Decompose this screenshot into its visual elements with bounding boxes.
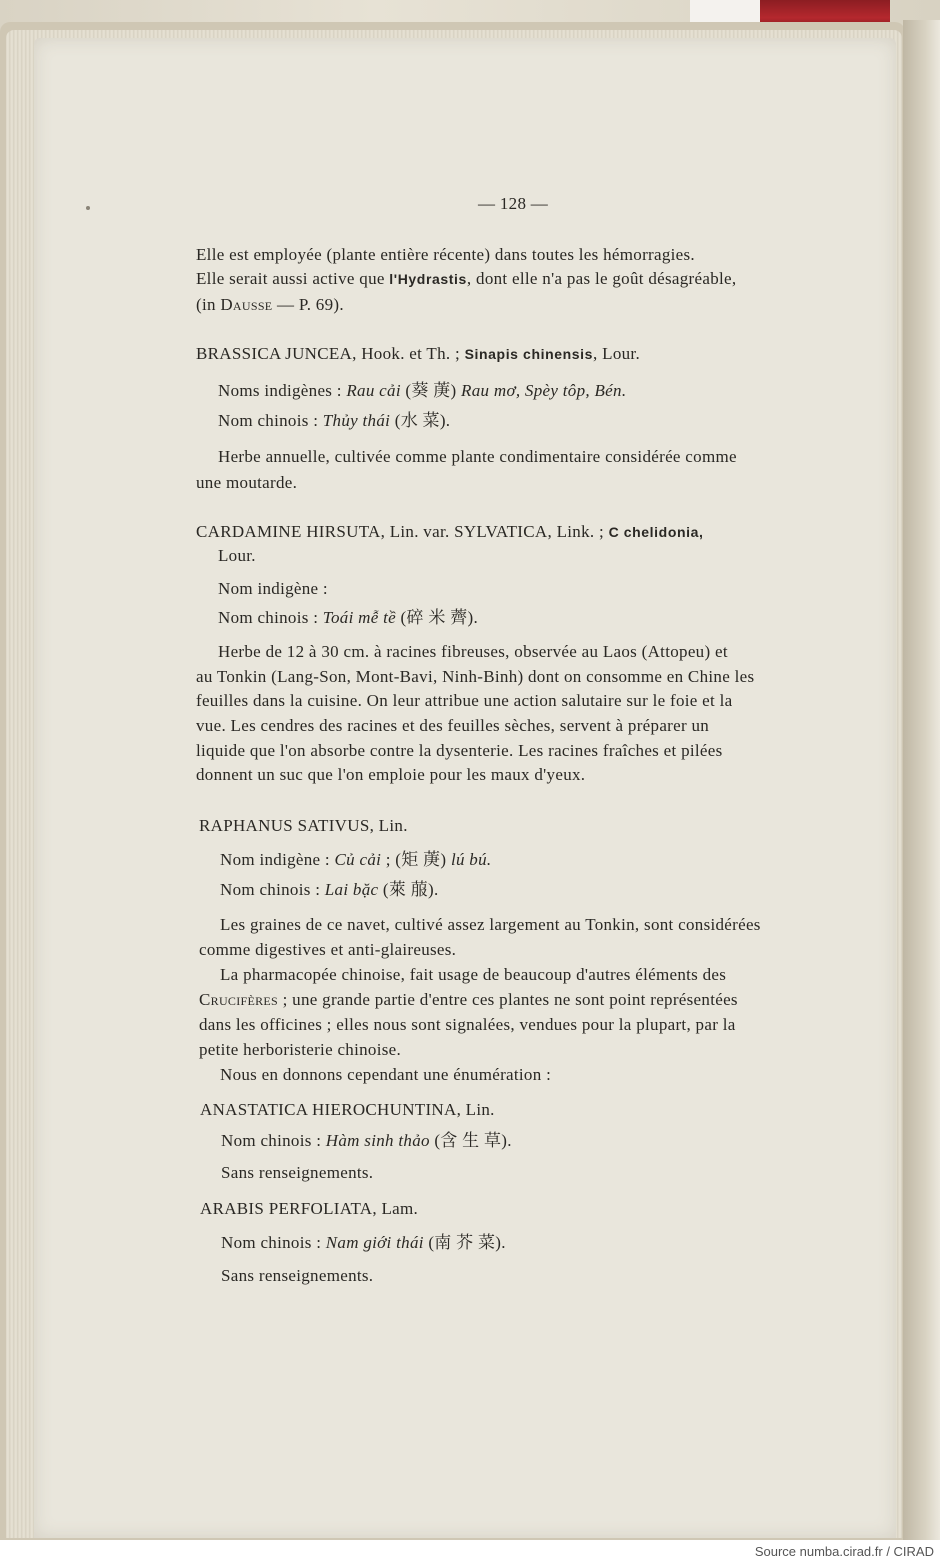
paragraph-line: dans les officines ; elles nous sont signalées, vendues pour la plupart, par la [199,1015,736,1034]
chinese-name: Nom chinois : Lai bặc (萊 菔). [220,880,439,899]
indigenous-names: Noms indigènes : Rau cải (葵 菮) Rau mơ, Spèy tôp, Bén. [218,381,627,400]
indigenous-names: Nom indigène : [218,579,328,598]
paragraph-line: Nous en donnons cependant une énumération : [220,1065,552,1084]
paragraph-line: Herbe de 12 à 30 cm. à racines fibreuses, observée au Laos (Attopeu) et [218,642,728,661]
note: Sans renseignements. [221,1163,374,1182]
paragraph-line: Herbe annuelle, cultivée comme plante condimentaire considérée comme [218,447,737,466]
paragraph-line: Elle serait aussi active que l'Hydrastis, dont elle n'a pas le goût désagréable, [196,269,737,288]
chinese-name: Nom chinois : Thủy thái (水 菜). [218,411,451,430]
page-number: — 128 — [478,194,549,213]
paragraph-line: (in Dausse — P. 69). [196,295,344,314]
paragraph-line: Crucifères ; une grande partie d'entre ces plantes ne sont point représentées [199,990,738,1009]
species-heading: RAPHANUS SATIVUS, Lin. [199,816,408,835]
source-credit: Source numba.cirad.fr / CIRAD [754,1544,934,1559]
species-heading: Lour. [218,546,256,565]
paragraph-line: donnent un suc que l'on emploie pour les maux d'yeux. [196,765,586,784]
paragraph-line: comme digestives et anti-glaireuses. [199,940,457,959]
species-heading: CARDAMINE HIRSUTA, Lin. var. SYLVATICA, Link. ; C chelidonia, [196,522,704,541]
species-heading: ANASTATICA HIEROCHUNTINA, Lin. [200,1100,495,1119]
paragraph-line: petite herboristerie chinoise. [199,1040,402,1059]
chinese-name: Nom chinois : Toái mễ tề (碎 米 薺). [218,608,479,627]
chinese-name: Nom chinois : Nam giới thái (南 芥 菜). [221,1233,506,1252]
paragraph-line: Les graines de ce navet, cultivé assez largement au Tonkin, sont considérées [220,915,761,934]
paragraph-line: une moutarde. [196,473,298,492]
indigenous-names: Nom indigène : Củ cải ; (矩 菮) lú bú. [220,850,492,869]
paragraph-line: au Tonkin (Lang-Son, Mont-Bavi, Ninh-Binh) dont on consomme en Chine les [196,667,755,686]
paragraph-line: La pharmacopée chinoise, fait usage de beaucoup d'autres éléments des [220,965,727,984]
species-heading: BRASSICA JUNCEA, Hook. et Th. ; Sinapis chinensis, Lour. [196,344,641,363]
paragraph-line: Elle est employée (plante entière récente) dans toutes les hémorragies. [196,245,695,264]
paragraph-line: vue. Les cendres des racines et des feuilles sèches, servent à préparer un [196,716,710,735]
chinese-name: Nom chinois : Hàm sinh thảo (含 生 草). [221,1131,512,1150]
note: Sans renseignements. [221,1266,374,1285]
species-heading: ARABIS PERFOLIATA, Lam. [200,1199,419,1218]
paragraph-line: feuilles dans la cuisine. On leur attribue une action salutaire sur le foie et la [196,691,733,710]
paragraph-line: liquide que l'on absorbe contre la dysenterie. Les racines fraîches et pilées [196,741,723,760]
